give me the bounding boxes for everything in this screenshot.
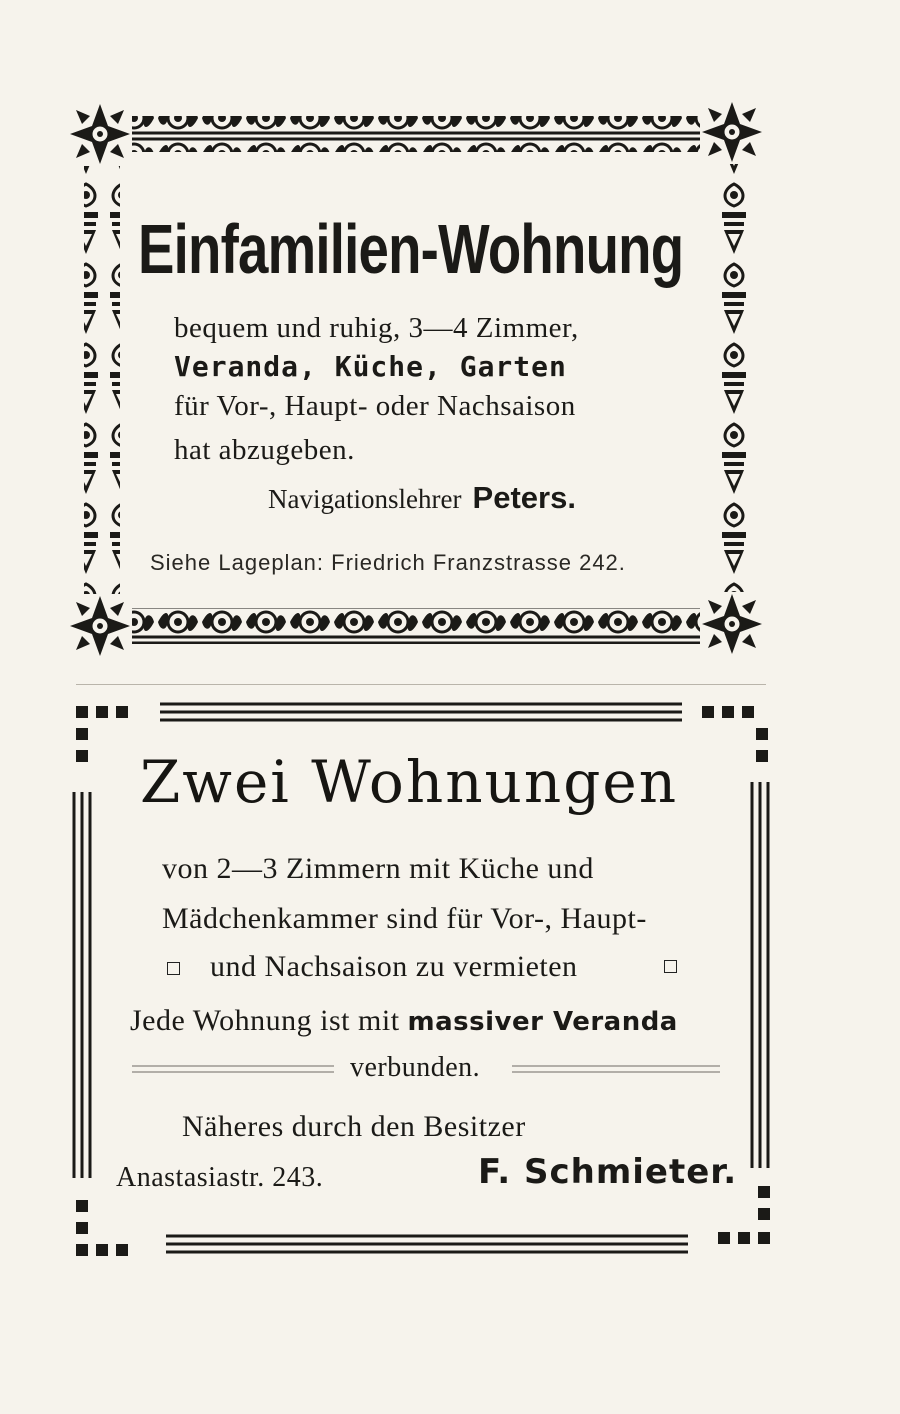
ad-text-plain: Jede Wohnung ist mit xyxy=(130,1004,400,1037)
ad-text-line: von 2—3 Zimmern mit Küche und xyxy=(162,852,594,885)
ad-text-line: und Nachsaison zu vermieten xyxy=(210,950,578,983)
ad-text-line: hat abzugeben. xyxy=(174,434,355,466)
ad-title: Einfamilien-Wohnung xyxy=(138,210,684,288)
advertisement-einfamilien-wohnung xyxy=(68,100,768,670)
ad-text-bold: massiver Veranda xyxy=(407,1007,678,1037)
ad-text-line: bequem und ruhig, 3—4 Zimmer, xyxy=(174,312,579,344)
ad-signature xyxy=(268,480,576,516)
ad-text-line: verbunden. xyxy=(350,1052,481,1083)
ad-address: Anastasiastr. 243. xyxy=(116,1162,324,1193)
section-divider xyxy=(76,684,766,685)
ornamental-border xyxy=(68,100,768,670)
square-ornament-left xyxy=(167,962,180,975)
owner-name: F. Schmieter. xyxy=(478,1152,738,1192)
ad-text-line: Mädchenkammer sind für Vor-, Haupt- xyxy=(162,902,647,935)
signature-role: Navigationslehrer xyxy=(268,484,462,514)
ad-title: Zwei Wohnungen xyxy=(140,748,679,816)
square-ornament-right xyxy=(664,960,677,973)
ad-location: Siehe Lageplan: Friedrich Franzstrasse 242. xyxy=(150,550,626,575)
ad-features: Veranda, Küche, Garten xyxy=(174,350,567,383)
ad-text-line: für Vor-, Haupt- oder Nachsaison xyxy=(174,390,576,422)
ad-text-line xyxy=(130,1004,678,1038)
signature-name: Peters. xyxy=(472,480,576,515)
ad-text-line: Näheres durch den Besitzer xyxy=(182,1110,526,1143)
